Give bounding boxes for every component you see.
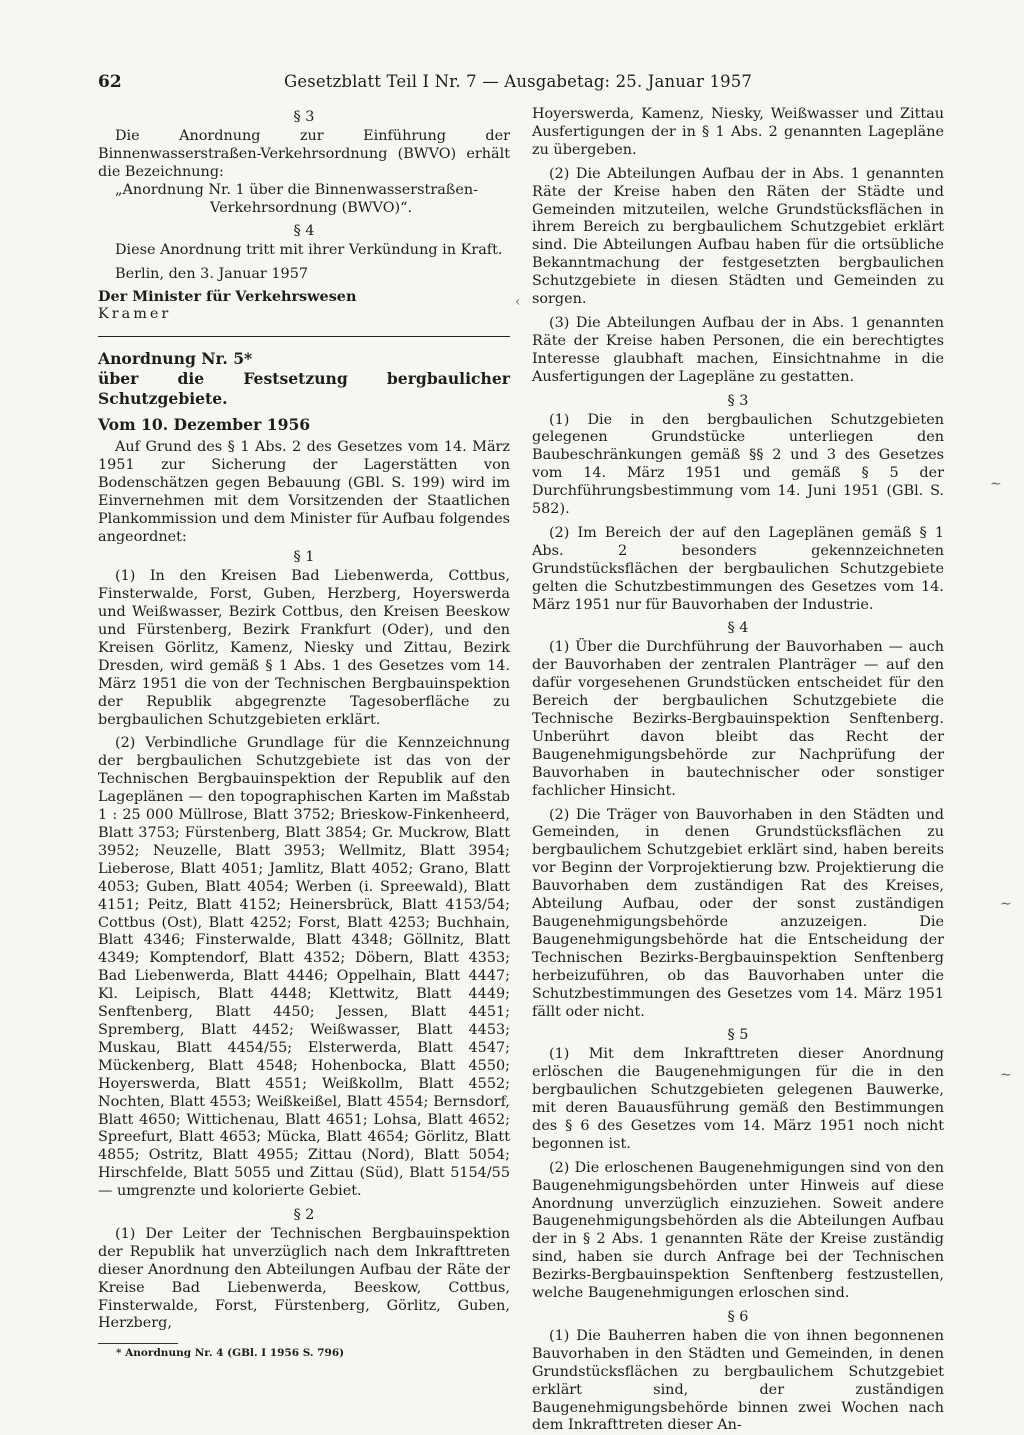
paragraph: (1) Die Bauherren haben die von ihnen begonnenen Bauvorhaben in den Städten und Gemeinden, in denen Grundstücksflächen zu bergbaulichem Schutzgebiet erklärt sind, der zuständigen Baugenehmigungsbehörde binnen zwei Wochen nach dem Inkrafttreten dieser An-	[532, 1327, 944, 1434]
paragraph: Diese Anordnung tritt mit ihrer Verkündung in Kraft.	[115, 242, 503, 259]
paragraph: (1) Über die Durchführung der Bauvorhaben — auch der Bauvorhaben der zentralen Planträger — auf den dafür vorgesehenen Grundstücken entscheidet für den Bereich der bergbaulichen Schutzgebiete die Technische Bezirks-Bergbauinspektion Senftenberg. Unberührt davon bleibt das Recht der Baugenehmigungsbehörde zur Nachprüfung der Bauvorhaben in bautechnischer oder sonstiger fachlicher Hinsicht.	[532, 639, 944, 799]
running-head: Gesetzblatt Teil I Nr. 7 — Ausgabetag: 25. Januar 1957	[284, 72, 753, 91]
paragraph: Die Anordnung zur Einführung der Binnenwasserstraßen-Verkehrsordnung (BWVO) erhält die Bezeichnung:	[98, 127, 510, 180]
margin-mark: ∼	[1000, 896, 1012, 912]
quoted-title-line-2: Verkehrsordnung (BWVO)“.	[210, 199, 413, 216]
quoted-title-line-1: „Anordnung Nr. 1 über die Binnenwasserstraßen-	[115, 181, 479, 198]
signer-organization: Der Minister für Verkehrswesen	[98, 288, 357, 306]
section-divider	[98, 336, 510, 337]
right-column	[532, 106, 944, 1435]
paragraph: (2) Die erloschenen Baugenehmigungen sind von den Baugenehmigungsbehörden unter Hinweis auf diese Anordnung unverzüglich einzuziehen. Soweit andere Baugenehmigungsbehörden als die Abteilungen Aufbau der in § 2 Abs. 1 genannten Räte der Kreise zuständig sind, haben sie durch Anfrage bei der Technischen Bezirks-Bergbauinspektion Senftenberg festzustellen, welche Baugenehmigungen erloschen sind.	[532, 1159, 944, 1302]
section-heading: § 6	[727, 1309, 749, 1325]
paragraph-continued: Hoyerswerda, Kamenz, Niesky, Weißwasser und Zittau Ausfertigungen der in § 1 Abs. 2 genannten Lagepläne zu übergeben.	[532, 106, 944, 158]
margin-mark: ‹	[515, 294, 521, 310]
page-header	[98, 72, 948, 100]
section-heading: § 4	[727, 620, 749, 637]
section-heading: § 2	[293, 1207, 315, 1224]
section-heading: § 5	[727, 1027, 749, 1044]
page-number: 62	[98, 72, 122, 92]
signer-name: Kramer	[98, 306, 172, 323]
paragraph: (1) Mit dem Inkrafttreten dieser Anordnung erlöschen die Baugenehmigungen für die in den bergbaulichen Schutzgebieten gelegenen Bauwerke, mit deren Bauausführung gemäß den Bestimmungen des § 6 des Gesetzes vom 14. März 1951 noch nicht begonnen ist.	[532, 1046, 944, 1152]
section-heading: § 3	[727, 392, 749, 409]
order-date: Vom 10. Dezember 1956	[98, 414, 311, 434]
paragraph: (1) Die in den bergbaulichen Schutzgebieten gelegenen Grundstücke unterliegen den Baubeschränkungen gemäß §§ 2 und 3 des Gesetzes vom 14. März 1951 und gemäß § 5 der Durchführungsbestimmung vom 14. Juni 1951 (GBl. S. 582).	[532, 411, 944, 518]
paragraph: (1) Der Leiter der Technischen Bergbauinspektion der Republik hat unverzüglich nach dem Inkrafttreten dieser Anordnung den Abteilungen Aufbau der Räte der Kreise Bad Liebenwerda, Beeskow, Cottbus, Finsterwalde, Forst, Fürstenberg, Görlitz, Guben, Herzberg,	[98, 1225, 510, 1332]
paragraph: (2) Die Abteilungen Aufbau der in Abs. 1 genannten Räte der Kreise haben den Räten der Städte und Gemeinden mitzuteilen, welche Grundstücksflächen in ihrem Bereich zu bergbaulichem Schutzgebiet erklärt sind. Die Abteilungen Aufbau haben für die ortsübliche Bekanntmachung der festgesetzten bergbaulichen Schutzgebiete in diesen Städten und Gemeinden zu sorgen.	[532, 165, 944, 308]
section-heading: § 4	[293, 223, 315, 240]
paragraph: (2) Im Bereich der auf den Lageplänen gemäß § 1 Abs. 2 besonders gekennzeichneten Grundstücksflächen der bergbaulichen Schutzgebiete gelten die Schutzbestimmungen des Gesetzes vom 14. März 1951 nur für Bauvorhaben der Industrie.	[532, 524, 944, 613]
order-title: Anordnung Nr. 5*	[98, 348, 253, 368]
section-heading: § 1	[293, 549, 315, 566]
order-subtitle: über die Festsetzung bergbaulicher Schutzgebiete.	[98, 368, 510, 408]
place-date: Berlin, den 3. Januar 1957	[115, 266, 309, 283]
paragraph: (3) Die Abteilungen Aufbau der in Abs. 1 genannten Räte der Kreise haben Personen, die ein berechtigtes Interesse glaubhaft machen, Einsichtnahme in die Ausfertigungen der Lagepläne zu gestatten.	[532, 314, 944, 385]
footnote-rule	[98, 1343, 178, 1344]
paragraph: (2) Verbindliche Grundlage für die Kennzeichnung der bergbaulichen Schutzgebiete ist das von der Technischen Bergbauinspektion der Republik auf den Lageplänen — den topographischen Karten im Maßstab 1 : 25 000 Müllrose, Blatt 3752; Brieskow-Finkenheerd, Blatt 3753; Fürstenberg, Blatt 3854; Gr. Muckrow, Blatt 3952; Neuzelle, Blatt 3953; Wellmitz, Blatt 3954; Lieberose, Blatt 4051; Jamlitz, Blatt 4052; Grano, Blatt 4053; Guben, Blatt 4054; Werben (i. Spreewald), Blatt 4151; Peitz, Blatt 4152; Heinersbrück, Blatt 4153/54; Cottbus (Ost), Blatt 4252; Forst, Blatt 4253; Buchhain, Blatt 4346; Finsterwalde, Blatt 4348; Göllnitz, Blatt 4349; Komptendorf, Blatt 4352; Döbern, Blatt 4353; Bad Liebenwerda, Blatt 4446; Oppelhain, Blatt 4447; Kl. Leipisch, Blatt 4448; Klettwitz, Blatt 4449; Senftenberg, Blatt 4450; Jessen, Blatt 4451; Spremberg, Blatt 4452; Weißwasser, Blatt 4453; Muskau, Blatt 4454/55; Elsterwerda, Blatt 4547; Mückenberg, Blatt 4548; Hohenbocka, Blatt 4550; Hoyerswerda, Blatt 4551; Weißkollm, Blatt 4552; Nochten, Blatt 4553; Weißkeißel, Blatt 4554; Bernsdorf, Blatt 4650; Wittichenau, Blatt 4651; Lohsa, Blatt 4652; Spreefurt, Blatt 4653; Mücka, Blatt 4654; Görlitz, Blatt 4855; Ostritz, Blatt 4955; Zittau (Nord), Blatt 5054; Hirschfelde, Blatt 5055 und Zittau (Süd), Blatt 5154/55 — umgrenzte und kolorierte Gebiet.	[98, 735, 510, 1200]
left-column	[98, 106, 510, 1360]
paragraph: (2) Die Träger von Bauvorhaben in den Städten und Gemeinden, in denen Grundstücksflächen zu bergbaulichem Schutzgebiet erklärt sind, haben bereits vor Beginn der Vorprojektierung bzw. Projektierung die Bauvorhaben dem zuständigen Rat des Kreises, Abteilung Aufbau, oder der sonst zuständigen Baugenehmigungsbehörde anzuzeigen. Die Baugenehmigungsbehörde hat die Entscheidung der Technischen Bezirks-Bergbauinspektion Senftenberg herbeizuführen, ob das Bauvorhaben unter die Schutzbestimmungen des Gesetzes vom 14. März 1951 fällt oder nicht.	[532, 806, 944, 1020]
preamble: Auf Grund des § 1 Abs. 2 des Gesetzes vom 14. März 1951 zur Sicherung der Lagerstätten von Bodenschätzen gegen Bebauung (GBl. S. 199) wird im Einvernehmen mit dem Vorsitzenden der Staatlichen Plankommission und dem Minister für Aufbau folgendes angeordnet:	[98, 438, 510, 545]
footnote: * Anordnung Nr. 4 (GBl. I 1956 S. 796)	[116, 1347, 345, 1360]
margin-mark: ∼	[1000, 1067, 1012, 1083]
margin-mark: ∼	[990, 476, 1002, 492]
section-heading: § 3	[293, 109, 315, 125]
paragraph: (1) In den Kreisen Bad Liebenwerda, Cottbus, Finsterwalde, Forst, Guben, Herzberg, Hoyerswerda und Weißwasser, Bezirk Cottbus, den Kreisen Beeskow und Fürstenberg, Bezirk Frankfurt (Oder), und den Kreisen Görlitz, Kamenz, Niesky und Zittau, Bezirk Dresden, wird gemäß § 1 Abs. 1 des Gesetzes vom 14. März 1951 die von der Technischen Bergbauinspektion der Republik abgegrenzte Tagesoberfläche zu bergbaulichen Schutzgebieten erklärt.	[98, 568, 510, 728]
